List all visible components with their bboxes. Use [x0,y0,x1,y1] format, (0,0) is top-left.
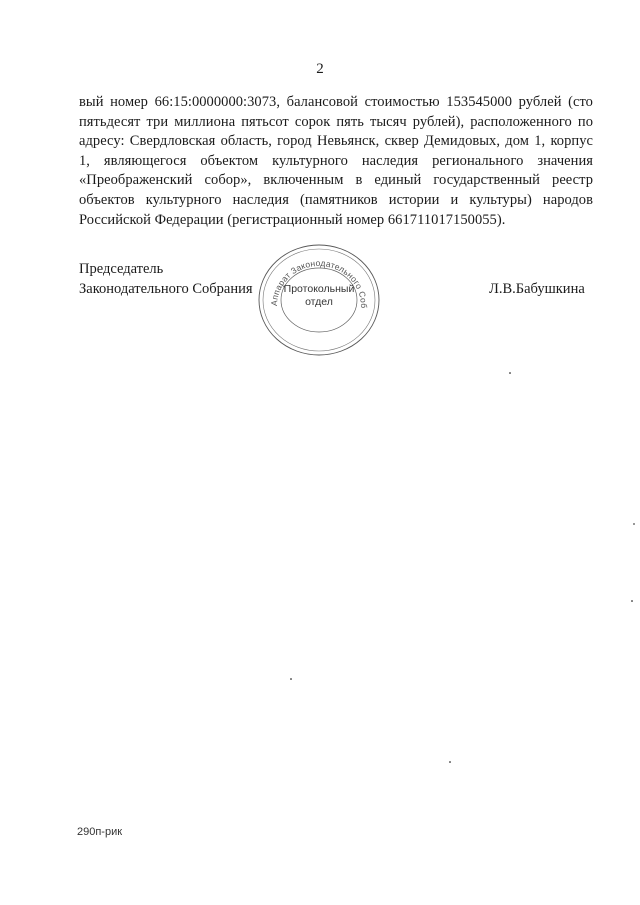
scan-speck [633,523,635,525]
page-number: 2 [316,61,324,77]
scan-speck [290,678,292,680]
footer-code: 290п-рик [77,826,123,838]
signer-title-line-2: Законодательного Собрания [79,280,253,297]
signer-name: Л.В.Бабушкина [489,281,585,297]
stamp-outer-textpath: Аппарат Законодательного Соб [268,257,370,309]
signer-title [79,260,253,299]
scan-speck [631,600,633,602]
stamp-seal [252,240,382,360]
body-paragraph: вый номер 66:15:0000000:3073, балансовой стоимостью 153545000 рублей (сто пятьдесят три миллиона пятьсот сорок пять тысяч рублей), расположенного по адресу: Свердловская область, город Невьянск, сквер Демидовых, дом 1, корпус 1, являющегося объектом культурного наследия регионального значения «Преображенский собор», включенным в единый государственный реестр объектов культурного наследия (памятников истории и культуры) народов Российской Федерации (регистрационный номер 661711017150055). [79,94,593,228]
stamp-inner-line-2: отдел [305,296,333,308]
scan-speck [449,761,451,763]
scan-speck [509,372,511,374]
stamp-inner-line-1: Протокольный [283,283,355,295]
signer-title-line-1: Председатель [79,261,164,277]
